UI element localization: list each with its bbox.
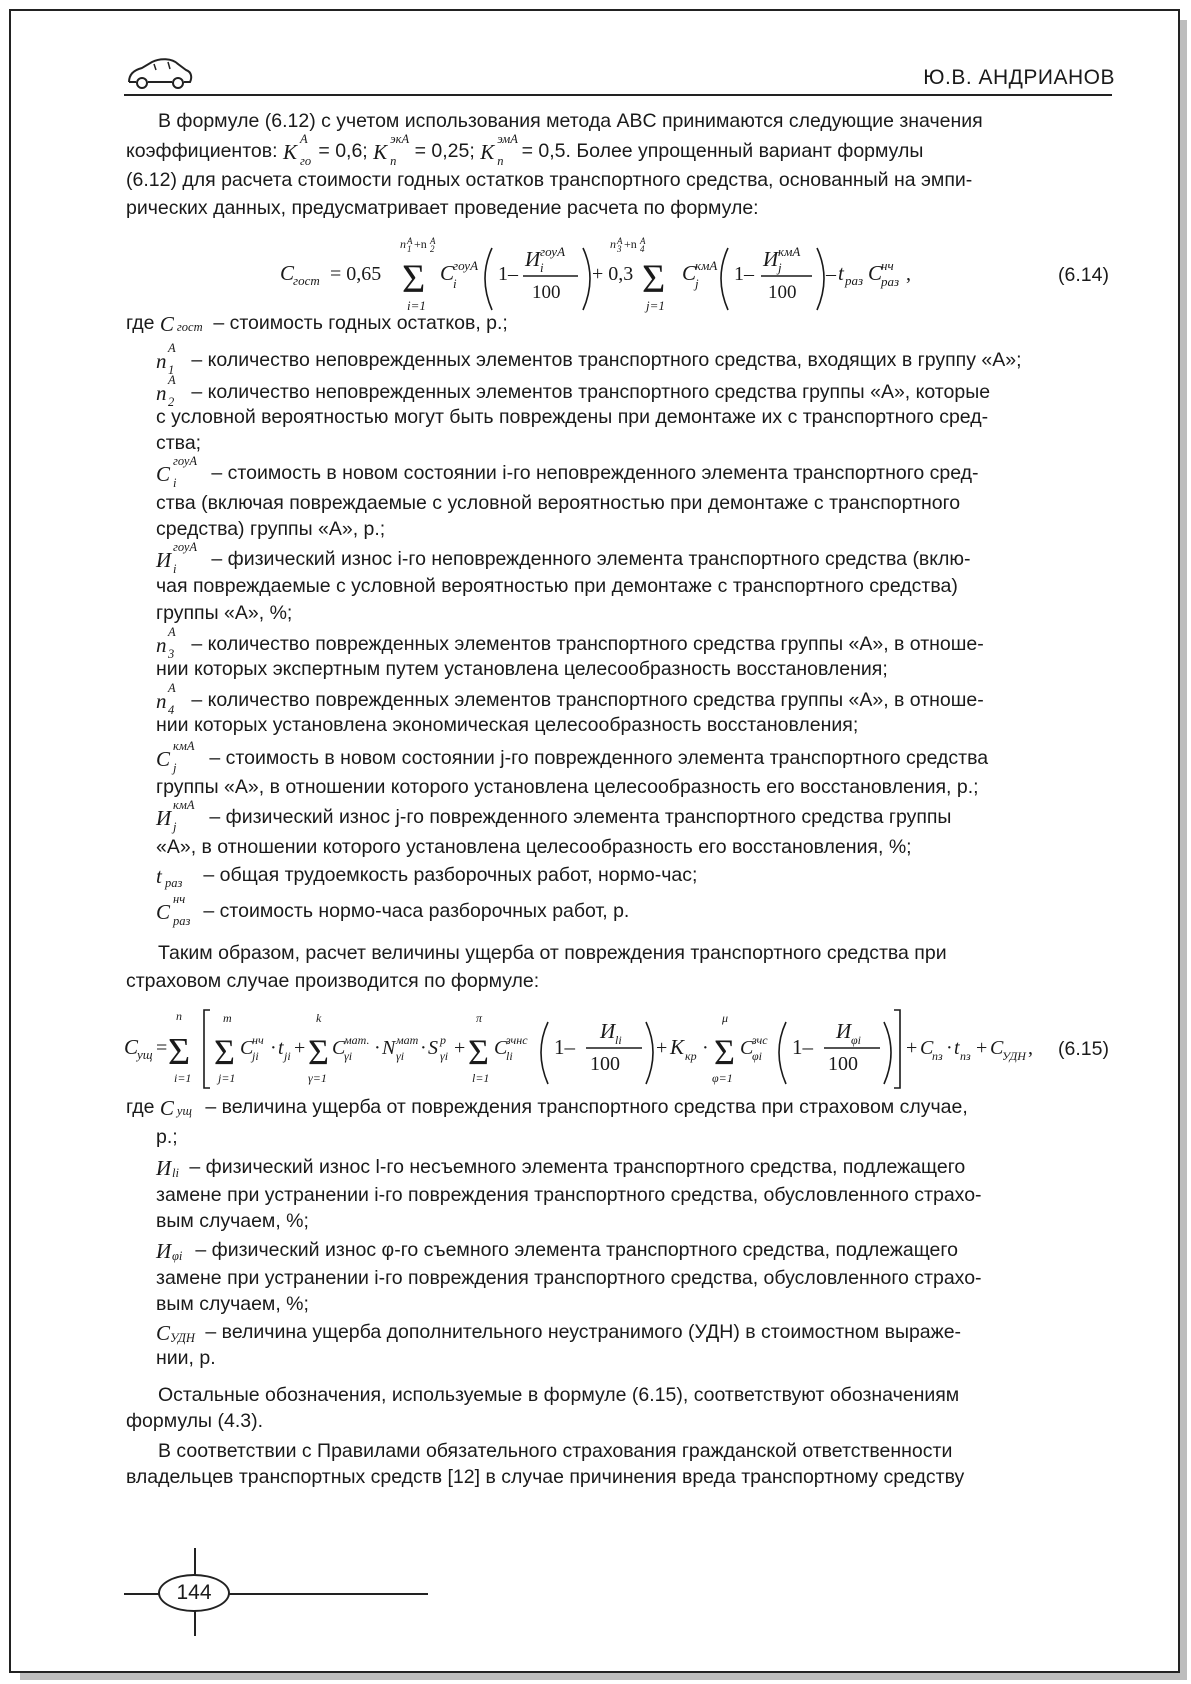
n4-desc-1: – количество поврежденных элементов транспортного средства группы «А», в отноше- xyxy=(191,689,984,712)
svg-text:n: n xyxy=(176,1009,182,1023)
svg-text:1–: 1– xyxy=(498,263,518,285)
svg-text:нч: нч xyxy=(881,258,894,273)
formula-6-14-number: (6.14) xyxy=(1058,264,1109,286)
svg-text:t: t xyxy=(278,1037,284,1059)
n1-symbol: n A 1 xyxy=(156,341,176,377)
svg-text:+: + xyxy=(656,1037,668,1059)
c-udn-desc-1: – величина ущерба дополнительного неустранимого (УДН) в стоимостном выраже- xyxy=(205,1321,962,1344)
i-gou-symbol: И гоуА i xyxy=(156,540,198,576)
svg-text:+: + xyxy=(976,1037,988,1059)
svg-text:,: , xyxy=(1028,1037,1033,1059)
where-i-gou-line-2: чая повреждаемые с условной вероятностью при демонтаже с транспортного средства) xyxy=(156,575,958,597)
svg-text:i: i xyxy=(453,276,457,291)
n1-desc: – количество неповрежденных элементов транспортного средства, входящих в группу «А»; xyxy=(191,349,1022,372)
svg-text:A: A xyxy=(430,236,436,246)
svg-text:+: + xyxy=(294,1037,306,1059)
n2-desc-1: – количество неповрежденных элементов транспортного средства группы «А», которые xyxy=(191,381,991,404)
svg-text:гост: гост xyxy=(293,273,320,288)
svg-text:пз: пз xyxy=(960,1049,971,1063)
svg-text:мат.: мат. xyxy=(344,1033,370,1047)
c-ush-desc-1: – величина ущерба от повреждения транспортного средства при страховом случае, xyxy=(205,1096,968,1119)
svg-text:И: И xyxy=(600,1019,616,1043)
svg-text:C: C xyxy=(920,1037,934,1059)
where-c-udn-line-2: нии, р. xyxy=(156,1347,216,1369)
where-i-kma xyxy=(156,800,1112,836)
where-c-gou xyxy=(156,456,1112,492)
i-kma-symbol: И кмА j xyxy=(156,798,195,834)
svg-text:C: C xyxy=(440,261,455,285)
svg-text:γi: γi xyxy=(440,1049,449,1063)
intro-line-3: (6.12) для расчета стоимости годных остатков транспортного средства, основанный на эмпи- xyxy=(126,169,973,191)
svg-text:φi: φi xyxy=(851,1033,861,1047)
svg-text:1–: 1– xyxy=(792,1035,813,1059)
svg-text:+n: +n xyxy=(624,237,637,251)
svg-text:2: 2 xyxy=(430,244,435,254)
footer-tick-bottom xyxy=(194,1610,196,1636)
footer-rule-left xyxy=(124,1593,160,1595)
c-udn-symbol: C УДН xyxy=(156,1321,195,1345)
para4-line-2: владельцев транспортных средств [12] в случае причинения вреда транспортному средству xyxy=(126,1466,965,1488)
n2-symbol: n A 2 xyxy=(156,373,176,409)
i-phi-symbol: И φi xyxy=(156,1239,183,1263)
page-number: 144 xyxy=(158,1574,230,1612)
svg-text:И: И xyxy=(836,1019,852,1043)
formula-6-15 xyxy=(124,1004,1056,1090)
svg-text:1–: 1– xyxy=(734,263,754,285)
k-p-eka-value: = 0,25; xyxy=(414,140,475,163)
svg-text:A: A xyxy=(640,236,646,246)
where-i-phi-line-2: замене при устранении i-го повреждения транспортного средства, обусловленного страхо- xyxy=(156,1267,982,1289)
svg-text:ji: ji xyxy=(252,1049,259,1063)
k-p-ema-symbol: K эмА п xyxy=(480,132,518,168)
svg-text:ущ: ущ xyxy=(137,1047,153,1062)
svg-text:100: 100 xyxy=(590,1053,620,1075)
where-t-raz xyxy=(156,858,1112,894)
where-c-kma-line-2: группы «А», в отношении которого установлена целесообразность его восстановления, р.; xyxy=(156,776,979,798)
svg-text:гоуА: гоуА xyxy=(453,258,479,273)
i-li-desc-1: – физический износ l-го несъемного элемента транспортного средства, подлежащего xyxy=(189,1156,966,1179)
svg-text:нч: нч xyxy=(252,1033,264,1047)
intro-line-1: В формуле (6.12) с учетом использования метода ABC принимаются следующие значения xyxy=(158,110,983,132)
where-i-phi-line-3: вым случаем, %; xyxy=(156,1293,309,1315)
where-i-kma-line-2: «А», в отношении которого установлена целесообразность его восстановления, %; xyxy=(156,836,912,858)
svg-text:Σ: Σ xyxy=(714,1032,735,1072)
c-gost-desc: – стоимость годных остатков, р.; xyxy=(213,312,508,335)
where2-lead: где xyxy=(126,1096,155,1119)
svg-text:j: j xyxy=(695,276,699,291)
footer-tick-top xyxy=(194,1548,196,1576)
svg-text:t: t xyxy=(954,1037,960,1059)
where-i-li-line-2: замене при устранении i-го повреждения транспортного средства, обусловленного страхо- xyxy=(156,1184,982,1206)
svg-text:n: n xyxy=(610,237,616,251)
svg-text:γi: γi xyxy=(344,1049,353,1063)
svg-text:·: · xyxy=(270,1037,277,1059)
svg-text:t: t xyxy=(838,261,844,285)
k-p-ema-value: = 0,5. Более упрощенный вариант формулы xyxy=(521,140,924,163)
svg-text:C: C xyxy=(124,1035,139,1059)
n3-desc-1: – количество поврежденных элементов транспортного средства группы «А», в отноше- xyxy=(191,633,984,656)
c-raz-desc: – стоимость нормо-часа разборочных работ, р. xyxy=(203,900,630,923)
where-c-gou-line-3: средства) группы «А», р.; xyxy=(156,518,386,540)
k-go-symbol: K A го xyxy=(282,132,312,168)
svg-text:И: И xyxy=(763,247,779,271)
svg-text:3: 3 xyxy=(617,244,622,254)
svg-text:k: k xyxy=(316,1011,322,1025)
i-li-symbol: И li xyxy=(156,1156,179,1180)
svg-text:1: 1 xyxy=(407,244,412,254)
k-go-value: = 0,6; xyxy=(318,140,368,163)
svg-text:раз: раз xyxy=(845,273,864,288)
where-n4-line-2: нии которых установлена экономическая целесообразность восстановления; xyxy=(156,714,859,736)
formula-6-15-number: (6.15) xyxy=(1058,1038,1109,1060)
svg-text:π: π xyxy=(476,1011,483,1025)
svg-text:μ: μ xyxy=(722,1011,729,1025)
svg-text:Σ: Σ xyxy=(168,1031,191,1073)
svg-text:·: · xyxy=(702,1037,709,1059)
c-gou-symbol: C гоуА i xyxy=(156,454,198,490)
para3-line-2: формулы (4.3). xyxy=(126,1410,264,1432)
where-i-li-line-3: вым случаем, %; xyxy=(156,1210,309,1232)
svg-text:A: A xyxy=(617,236,623,246)
svg-text:C: C xyxy=(740,1037,754,1059)
svg-text:li: li xyxy=(615,1033,622,1047)
svg-text:·: · xyxy=(374,1037,381,1059)
i-gou-desc-1: – физический износ i-го неповрежденного элемента транспортного средства (вклю- xyxy=(211,548,971,571)
svg-text:N: N xyxy=(382,1037,396,1059)
para2-line-1: Таким образом, расчет величины ущерба от повреждения транспортного средства при xyxy=(158,942,947,964)
svg-text:Σ: Σ xyxy=(642,256,666,301)
where-lead: где xyxy=(126,312,155,335)
svg-text:Σ: Σ xyxy=(468,1032,489,1072)
svg-text:100: 100 xyxy=(768,282,797,303)
t-raz-symbol: t раз xyxy=(156,864,183,890)
svg-text:кмА: кмА xyxy=(778,244,801,259)
running-header-author: Ю.В. АНДРИАНОВ xyxy=(923,66,1115,89)
svg-text:C: C xyxy=(682,261,697,285)
c-kma-symbol: C кмА j xyxy=(156,739,195,775)
para4-line-1: В соответствии с Правилами обязательного страхования гражданской ответственности xyxy=(158,1440,953,1462)
svg-text:Σ: Σ xyxy=(308,1032,329,1072)
t-raz-desc: – общая трудоемкость разборочных работ, нормо-час; xyxy=(203,864,698,887)
footer-rule-right xyxy=(228,1593,428,1595)
svg-text:φ=1: φ=1 xyxy=(712,1071,733,1085)
where-n1 xyxy=(156,343,1112,379)
svg-text:+: + xyxy=(454,1037,466,1059)
para3-line-1: Остальные обозначения, используемые в формуле (6.15), соответствуют обозначениям xyxy=(158,1384,960,1406)
i-phi-desc-1: – физический износ φ-го съемного элемента транспортного средства, подлежащего xyxy=(195,1239,958,1262)
svg-text:100: 100 xyxy=(828,1053,858,1075)
svg-text:раз: раз xyxy=(881,274,900,289)
svg-text:j=1: j=1 xyxy=(218,1071,236,1085)
svg-text:C: C xyxy=(868,261,883,285)
intro-line-4: рических данных, предусматривает проведение расчета по формуле: xyxy=(126,197,759,219)
svg-text:C: C xyxy=(494,1037,508,1059)
svg-text:УДН: УДН xyxy=(1002,1049,1026,1063)
svg-text:зчс: зчс xyxy=(752,1033,768,1047)
svg-text:–: – xyxy=(826,263,836,285)
svg-text:Σ: Σ xyxy=(402,256,426,301)
svg-text:+: + xyxy=(906,1037,918,1059)
svg-text:S: S xyxy=(428,1037,438,1059)
where-n3-line-2: нии которых экспертным путем установлена целесообразность восстановления; xyxy=(156,658,888,680)
svg-text:зчнс: зчнс xyxy=(506,1033,528,1047)
svg-text:C: C xyxy=(280,261,295,285)
svg-text:100: 100 xyxy=(532,282,561,303)
where-n2-line-2: с условной вероятностью могут быть повреждены при демонтаже их с транспортного сред- xyxy=(156,406,989,428)
k-p-eka-symbol: K экА п xyxy=(373,132,410,168)
svg-text:li: li xyxy=(506,1049,513,1063)
where-c-ush xyxy=(126,1090,1112,1126)
where-n2-line-3: ства; xyxy=(156,432,202,454)
svg-text:+ 0,3: + 0,3 xyxy=(592,263,634,285)
svg-text:мат: мат xyxy=(396,1033,419,1047)
svg-text:A: A xyxy=(407,236,413,246)
header-rule xyxy=(124,94,1112,96)
c-raz-symbol: C нч раз xyxy=(156,892,191,928)
svg-text:гоуА: гоуА xyxy=(540,244,566,259)
svg-text:i=1: i=1 xyxy=(174,1071,192,1085)
svg-text:1–: 1– xyxy=(554,1035,575,1059)
svg-text:p: p xyxy=(440,1033,446,1047)
svg-text:K: K xyxy=(670,1035,685,1059)
svg-text:i=1: i=1 xyxy=(407,298,426,313)
svg-text:=: = xyxy=(156,1037,168,1059)
svg-text:γ=1: γ=1 xyxy=(308,1071,327,1085)
n4-symbol: n A 4 xyxy=(156,681,176,717)
i-kma-desc-1: – физический износ j-го поврежденного элемента транспортного средства группы xyxy=(209,806,952,829)
svg-text:И: И xyxy=(525,247,541,271)
c-kma-desc-1: – стоимость в новом состоянии j-го поврежденного элемента транспортного средства xyxy=(209,747,989,770)
svg-text:= 0,65: = 0,65 xyxy=(330,263,382,285)
svg-text:j: j xyxy=(778,260,782,275)
para2-line-2: страховом случае производится по формуле: xyxy=(126,970,540,992)
svg-text:пз: пз xyxy=(932,1049,943,1063)
svg-text:,: , xyxy=(906,263,911,285)
svg-text:l=1: l=1 xyxy=(472,1071,490,1085)
formula-6-14 xyxy=(280,230,980,316)
svg-text:·: · xyxy=(420,1037,427,1059)
svg-text:i: i xyxy=(540,260,544,275)
svg-text:γi: γi xyxy=(396,1049,405,1063)
svg-text:φi: φi xyxy=(752,1049,762,1063)
svg-text:кмА: кмА xyxy=(695,258,718,273)
svg-text:Σ: Σ xyxy=(214,1032,235,1072)
car-icon xyxy=(126,56,194,94)
svg-text:C: C xyxy=(332,1037,346,1059)
svg-text:j=1: j=1 xyxy=(646,298,665,313)
svg-text:+n: +n xyxy=(414,237,427,251)
svg-text:C: C xyxy=(990,1037,1004,1059)
where-c-ush-line-2: р.; xyxy=(156,1126,178,1148)
svg-text:·: · xyxy=(946,1037,953,1059)
n3-symbol: n A 3 xyxy=(156,625,176,661)
svg-text:ji: ji xyxy=(284,1049,291,1063)
c-gost-symbol: C гост xyxy=(159,312,203,336)
c-gou-desc-1: – стоимость в новом состоянии i-го неповрежденного элемента транспортного сред- xyxy=(211,462,979,485)
where-i-gou-line-3: группы «А», %; xyxy=(156,602,293,624)
svg-text:n: n xyxy=(400,237,406,251)
where-c-gou-line-2: ства (включая повреждаемые с условной вероятностью при демонтаже с транспортного xyxy=(156,492,961,514)
svg-text:m: m xyxy=(223,1011,232,1025)
svg-text:4: 4 xyxy=(640,244,645,254)
svg-text:кр: кр xyxy=(685,1049,697,1063)
svg-text:C: C xyxy=(240,1037,254,1059)
c-ush-symbol: C ущ xyxy=(159,1096,192,1120)
intro-line-2-text: коэффициентов: xyxy=(126,140,278,163)
where-cgost xyxy=(126,306,1112,342)
where-c-raz xyxy=(156,894,1112,930)
